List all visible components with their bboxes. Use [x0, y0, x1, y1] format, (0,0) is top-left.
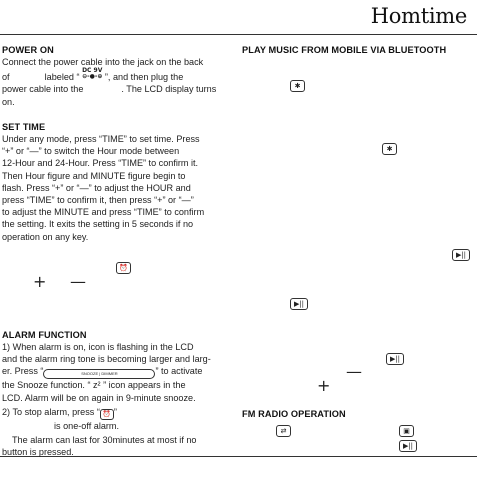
- section-heading-alarm-function: ALARM FUNCTION: [2, 330, 87, 340]
- alarm-line-1: 1) When alarm is on, icon is flashing in the LCD: [2, 342, 194, 352]
- dc-9v-label: DC 9V: [82, 67, 103, 75]
- brand-logo-text: Homtime: [370, 4, 467, 28]
- power-on-text: [2, 56, 234, 108]
- alarm-line-3a: er. Press “: [2, 366, 44, 377]
- play-pause-icon: ▶||: [399, 440, 417, 452]
- power-on-line-3a: power cable into the: [2, 84, 84, 95]
- power-on-line-2a: of: [2, 72, 10, 83]
- power-on-line-2: [2, 68, 234, 83]
- snooze-dimmer-button-graphic: SNOOZE | DIMMER: [43, 369, 155, 379]
- plus-icon: +: [317, 376, 331, 395]
- alarm-line-4: the Snooze function. “ z² ” icon appears in the: [2, 380, 186, 391]
- alarm-line-6b: ”: [113, 406, 117, 417]
- power-on-line-2c: ”, and then plug the: [104, 72, 184, 83]
- set-time-line: Under any mode, press “TIME” to set time. Press: [2, 134, 200, 144]
- minus-icon: —: [70, 272, 86, 291]
- alarm-line-3b: ” to activate: [155, 366, 203, 377]
- bluetooth-icon: ✱: [290, 80, 305, 92]
- alarm-clock-icon: ⏰: [116, 262, 131, 274]
- fm-mode-icon: ⇄: [276, 425, 291, 437]
- set-time-line: press “TIME” to confirm it, then press “+” or “—”: [2, 195, 194, 206]
- power-on-line-3b: . The LCD display turns: [121, 84, 217, 95]
- power-on-line-4: on.: [2, 96, 15, 107]
- alarm-line-8: The alarm can last for 30minutes at most if no: [12, 435, 197, 446]
- set-time-line: 12-Hour and 24-Hour. Press “TIME” to confirm it.: [2, 158, 199, 169]
- alarm-line-7: is one-off alarm.: [54, 420, 120, 431]
- alarm-line-2: and the alarm ring tone is becoming larger and larg-: [2, 354, 211, 365]
- section-heading-fm-radio: FM RADIO OPERATION: [242, 409, 346, 419]
- brand-logo: [371, 4, 467, 28]
- set-time-line: operation on any key.: [2, 231, 89, 242]
- dc-polarity-symbol: ⊖-●-⊕: [82, 73, 103, 81]
- alarm-line-9: button is pressed.: [2, 447, 74, 458]
- play-pause-icon: ▶||: [290, 298, 308, 310]
- section-heading-power-on: POWER ON: [2, 45, 54, 55]
- set-time-line: the setting. It exits the setting in 5 seconds if no: [2, 219, 194, 230]
- alarm-clock-icon: ⏰: [100, 409, 114, 420]
- play-pause-icon: ▶||: [452, 249, 470, 261]
- minus-icon: —: [346, 362, 362, 381]
- alarm-line-3: [2, 365, 236, 379]
- section-heading-set-time: SET TIME: [2, 122, 46, 132]
- radio-icon: ▣: [399, 425, 414, 437]
- dc-9v-symbol: [82, 68, 102, 80]
- play-pause-icon: ▶||: [386, 353, 404, 365]
- alarm-line-5: LCD. Alarm will be on again in 9-minute snooze.: [2, 392, 196, 403]
- alarm-line-6: [2, 406, 236, 420]
- set-time-line: to adjust the MINUTE and press “TIME” to confirm: [2, 207, 205, 218]
- power-on-line-2b: labeled “: [44, 72, 80, 83]
- power-on-line-1: Connect the power cable into the jack on the back: [2, 57, 204, 67]
- set-time-line: Then Hour figure and MINUTE figure begin to: [2, 170, 186, 181]
- alarm-function-text: [2, 341, 236, 458]
- top-divider: [0, 34, 477, 35]
- bluetooth-icon: ✱: [382, 143, 397, 155]
- set-time-line: “+” or “—” to switch the Hour mode between: [2, 146, 180, 157]
- set-time-line: flash. Press “+” or “—” to adjust the HOUR and: [2, 182, 191, 193]
- plus-icon: +: [33, 272, 47, 291]
- alarm-line-6a: 2) To stop alarm, press “: [2, 406, 100, 417]
- section-heading-bluetooth: PLAY MUSIC FROM MOBILE VIA BLUETOOTH: [242, 45, 447, 55]
- power-on-line-3: [2, 83, 234, 95]
- set-time-text: [2, 133, 234, 243]
